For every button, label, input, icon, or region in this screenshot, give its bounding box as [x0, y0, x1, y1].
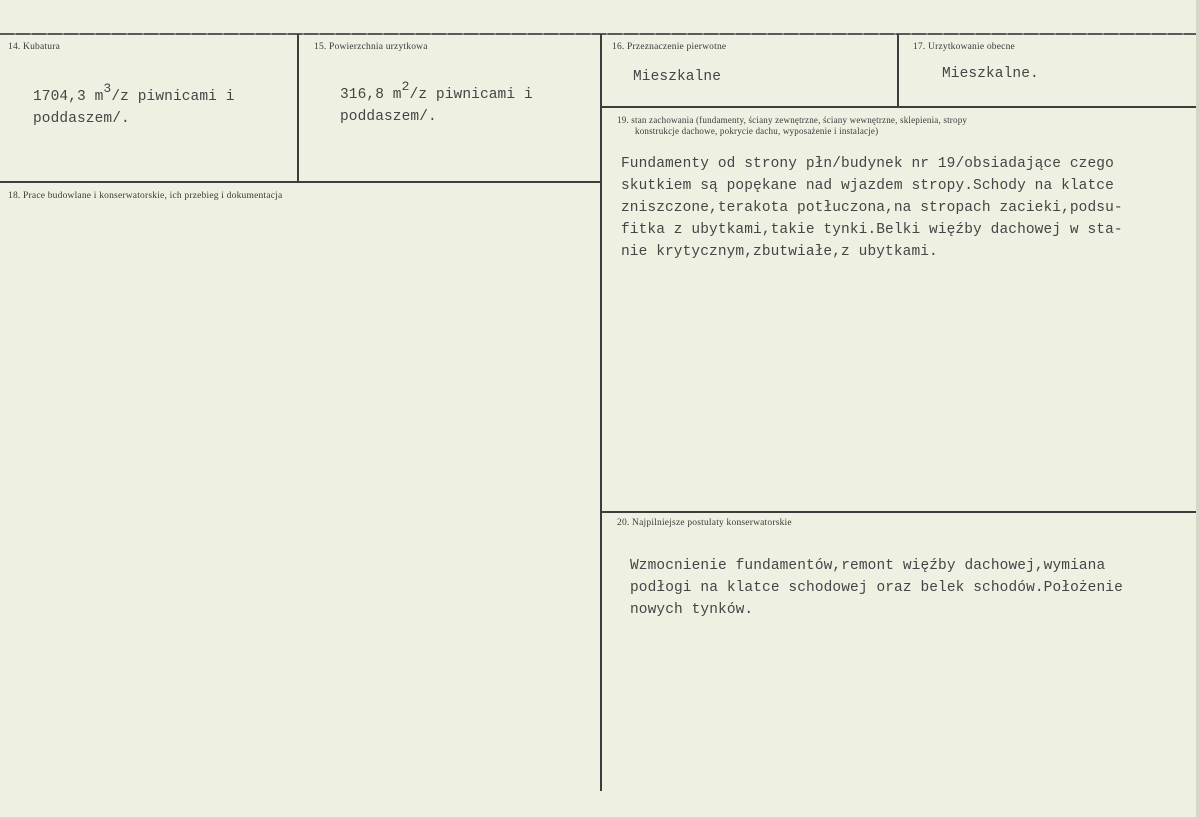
field-14-value-exponent: 3: [103, 81, 112, 96]
field-20-text-line: nowych tynków.: [630, 602, 754, 618]
field-14-label: 14. Kubatura: [8, 42, 60, 52]
field-15-value-exponent: 2: [401, 79, 410, 94]
field-15-label: 15. Powierzchnia urzytkowa: [314, 42, 428, 52]
field-16-value: Mieszkalne: [633, 69, 722, 85]
field-14-value-pre: 1704,3 m: [33, 89, 104, 105]
field-17-label: 17. Urzytkowanie obecne: [913, 42, 1015, 52]
field-15-value-post: /z piwnicami i: [409, 87, 533, 103]
field-20-text-line: Wzmocnienie fundamentów,remont więźby dachowej,wymiana: [630, 558, 1106, 574]
field-14-value-post: /z piwnicami i: [111, 89, 235, 105]
field-18-label: 18. Prace budowlane i konserwatorskie, ich przebieg i dokumentacja: [8, 191, 283, 201]
field-20-label: 20. Najpilniejsze postulaty konserwatorskie: [617, 518, 792, 528]
column-divider-f14-f15: [297, 34, 299, 182]
field-15-value: [340, 79, 533, 128]
field-14-value-line2: poddaszem/.: [33, 110, 130, 127]
field-19-text-line: skutkiem są popękane nad wjazdem stropy.Schody na klatce: [621, 178, 1114, 194]
field-19-label-line2: konstrukcje dachowe, pokrycie dachu, wyposażenie i instalacje): [635, 126, 879, 136]
field-19-text-line: fitka z ubytkami,takie tynki.Belki więźby dachowej w sta-: [621, 222, 1123, 238]
field-19-text-line: Fundamenty od strony płn/budynek nr 19/obsiadające czego: [621, 156, 1114, 172]
field-19-text-line: zniszczone,terakota potłuczona,na stropach zacieki,podsu-: [621, 200, 1123, 216]
field-15-value-line2: poddaszem/.: [340, 108, 437, 125]
field-14-value: [33, 81, 235, 130]
field-19-text-line: nie krytycznym,zbutwiałe,z ubytkami.: [621, 244, 938, 260]
row-divider-left: [0, 181, 601, 183]
column-divider-f16-f17: [897, 34, 899, 107]
column-divider-main: [600, 34, 602, 791]
field-16-label: 16. Przeznaczenie pierwotne: [612, 42, 727, 52]
row-divider-right: [600, 511, 1196, 513]
field-15-value-pre: 316,8 m: [340, 87, 402, 103]
field-17-value: Mieszkalne.: [942, 66, 1039, 82]
field-20-text-line: podłogi na klatce schodowej oraz belek schodów.Położenie: [630, 580, 1123, 596]
field-19-label-line1: 19. stan zachowania (fundamenty, ściany zewnętrzne, ściany wewnętrzne, sklepienia, stropy: [617, 115, 968, 125]
